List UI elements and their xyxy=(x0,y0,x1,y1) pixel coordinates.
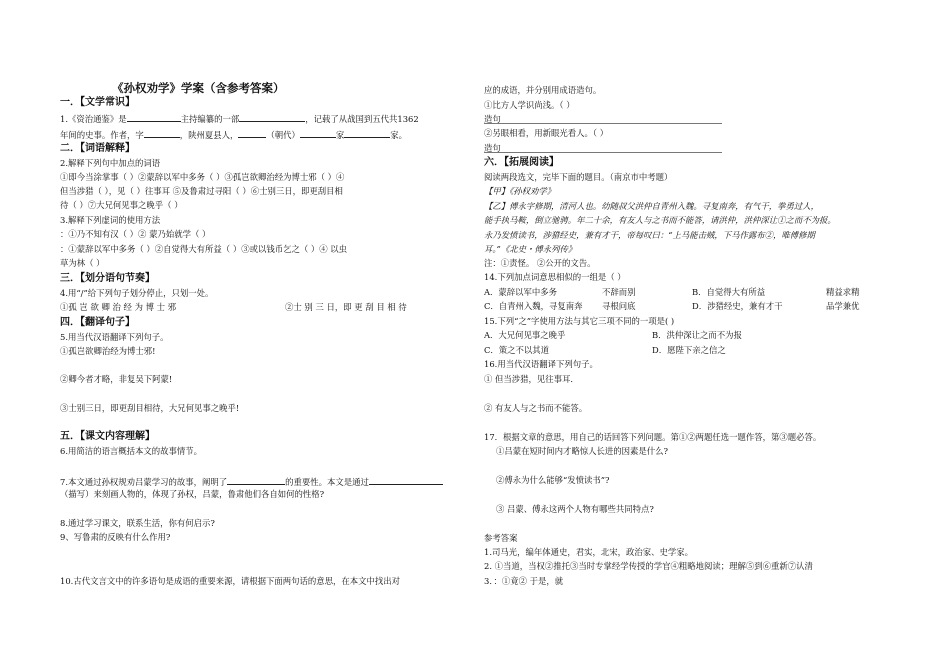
question-17-item-2: ②傅永为什么能够“发愤读书”? xyxy=(496,475,610,485)
passage-b-line-1: 【乙】傅永字修期，清河人也。幼随叔父洪仲自青州入魏。寻复南奔，有气干，拳勇过人， xyxy=(484,201,819,211)
question-15-option-a: A．大兄何见事之晚乎 xyxy=(484,330,566,340)
passage-b-line-4: 耳。”《北史・傅永列传》 xyxy=(484,244,577,254)
question-14-option-b: B．自觉得大有所益 xyxy=(692,287,766,297)
question-4-item-2: ②士 别 三 日，即 更 刮 目 相 待 xyxy=(285,302,407,312)
idiom-prompt-2: ②另眼相看，用新眼光看人。（ ） xyxy=(484,128,609,138)
question-4-item-1: ①孤 岂 欲 卿 治 经 为 博 士 邪 xyxy=(60,302,177,312)
section-literary-knowledge: 一．【文学常识】 xyxy=(60,97,135,108)
question-14-option-c: C．自青州入魏，寻复南奔 xyxy=(484,301,583,311)
section-comprehension: 五．【课文内容理解】 xyxy=(60,431,155,442)
question-14-option-d-idiom: 品学兼优 xyxy=(826,301,860,311)
question-15-option-d: D．愿陛下亲之信之 xyxy=(652,345,726,355)
sentence-label-2: 造句 xyxy=(484,143,501,153)
passage-b-line-2: 能手执马鞍，倒立驰骋。年二十余，有友人与之书而不能答，请洪仲，洪仲深让①之而不为报。 xyxy=(484,215,836,225)
question-3-line-3: 草为林（ ） xyxy=(60,258,105,268)
reading-instructions: 阅读两段选文，完毕下面的题目。（南京市中考题） xyxy=(484,172,673,182)
question-17-item-3: ③ 吕蒙、傅永这两个人物有哪些共同特点? xyxy=(496,504,654,514)
question-7-line-2: （描写）来刻画人物的，体现了孙权，吕蒙，鲁肃他们各自如何的性格? xyxy=(60,489,325,499)
question-5-prompt: 5.用当代汉语翻译下列句子。 xyxy=(60,332,169,342)
sentence-label-1: 造句 xyxy=(484,114,501,124)
question-14-option-a-idiom: 不辞而别 xyxy=(602,287,636,297)
passage-a-title: 【甲】《孙权劝学》 xyxy=(484,186,556,196)
question-14-option-c-idiom: 寻根问底 xyxy=(602,301,636,311)
answer-2: 2. ①当道，当权②推托③当时专掌经学传授的学官④粗略地阅读；理解⑤到⑥重新⑦认清 xyxy=(484,561,813,571)
question-5-item-3: ③士别三日，即更刮目相待，大兄何见事之晚乎! xyxy=(60,403,240,413)
question-14-option-d: D．涉猎经史，兼有才干 xyxy=(692,301,783,311)
question-16-item-2: ② 有友人与之书而不能答。 xyxy=(484,403,588,413)
question-14-prompt: 14.下列加点词意思相似的一组是（ ） xyxy=(484,272,626,282)
question-14-option-b-idiom: 精益求精 xyxy=(826,287,860,297)
question-7-line-1: 7.本文通过孙权规劝吕蒙学习的故事，阐明了 的重要性。本文是通过 xyxy=(60,475,443,488)
passage-b-line-3: 永乃发愤读书，涉猎经史，兼有才干，帝每叹曰：“上马能击贼，下马作露布②，唯傅修期 xyxy=(484,230,815,240)
page-title: 《孙权劝学》学案（含参考答案） xyxy=(112,81,285,95)
question-15-option-b: B．洪仲深让之而不为报 xyxy=(652,330,742,340)
question-2-line-1: ①即今当涂掌事（ ）②蒙辞以军中多务（ ）③孤岂欲卿治经为博士邪（ ）④ xyxy=(60,172,345,182)
question-10-line-2: 应的成语，并分别用成语造句。 xyxy=(484,85,602,95)
section-extended-reading: 六．【拓展阅读】 xyxy=(484,157,559,168)
question-3-line-1: ：①乃不知有汉（ ）② 蒙乃始就学（ ） xyxy=(60,229,211,239)
answer-3: 3．：①竟② 于是，就 xyxy=(484,576,564,586)
question-1-line-1: 1.《资治通鉴》是 主持编纂的一部 ，记载了从战国到五代共1362 xyxy=(60,114,419,124)
question-17-item-1: ①吕蒙在短时间内才略惊人长进的因素是什么? xyxy=(496,446,668,456)
question-8: 8.通过学习课文，联系生活，你有何启示? xyxy=(60,518,215,528)
question-5-item-2: ②卿今者才略，非复吴下阿蒙! xyxy=(60,374,173,384)
question-3-prompt: 3.解释下列虚词的使用方法 xyxy=(60,215,161,225)
idiom-prompt-1: ①比方人学识尚浅。（ ） xyxy=(484,100,575,110)
passage-notes: 注：①责怪。 ②公开的文告。 xyxy=(484,258,596,268)
section-word-explanation: 二．【词语解释】 xyxy=(60,143,135,154)
question-10-line-1: 10.古代文言文中的许多语句是成语的重要来源，请根据下面两句话的意思，在本文中找出对 xyxy=(60,576,400,586)
question-14-option-a: A．蒙辞以军中多务 xyxy=(484,287,558,297)
question-15-prompt: 15.下列“之”字使用方法与其它三项不同的一项是( ) xyxy=(484,316,675,326)
answer-key-heading: 参考答案 xyxy=(484,533,518,543)
answer-1: 1.司马光，编年体通史，君实，北宋，政治家、史学家。 xyxy=(484,547,693,557)
question-4-prompt: 4.用“/”给下列句子划分停止，只划一处。 xyxy=(60,288,214,298)
question-2-line-3: 待（ ）⑦大兄何见事之晚乎（ ） xyxy=(60,200,183,210)
question-16-item-1: ① 但当涉猎，见往事耳． xyxy=(484,374,579,384)
question-5-item-1: ①孤岂欲卿治经为博士邪! xyxy=(60,346,156,356)
section-rhythm: 三．【划分语句节奏】 xyxy=(60,273,155,284)
question-2-line-2: 但当涉猎（ ），见（ ）往事耳 ⑤及鲁肃过寻阳（ ）⑥士别三日，即更刮目相 xyxy=(60,186,343,196)
question-2-prompt: 2.解释下列句中加点的词语 xyxy=(60,158,161,168)
question-1-line-2: 年间的史事。作者，字 ，陕州夏县人， （朝代） 家 家。 xyxy=(60,130,407,140)
question-6: 6.用简洁的语言概括本文的故事情节。 xyxy=(60,446,202,456)
question-3-line-2: ：①蒙辞以军中多务（ ）②自觉得大有所益（ ）③或以钱币乞之（ ）④ 以虫 xyxy=(60,244,348,254)
question-15-option-c: C．策之不以其道 xyxy=(484,345,550,355)
answer-line-2 xyxy=(484,152,722,153)
question-17-prompt: 17．根据文章的意思，用自己的话回答下列问题。第①②两题任选一题作答，第③题必答。 xyxy=(484,432,822,442)
section-translation: 四．【翻译句子】 xyxy=(60,317,135,328)
question-9: 9、写鲁肃的反映有什么作用? xyxy=(60,532,171,542)
answer-line-1 xyxy=(484,123,722,124)
question-16-prompt: 16.用当代汉语翻译下列句子。 xyxy=(484,359,598,369)
